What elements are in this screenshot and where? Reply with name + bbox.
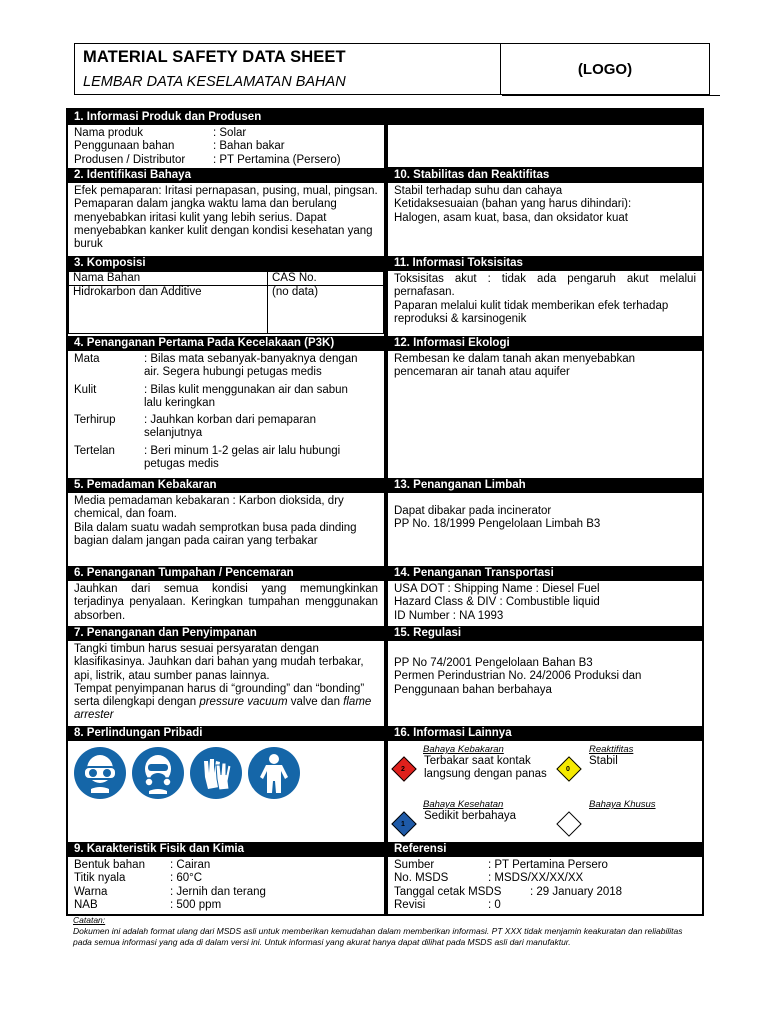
header-underline [502, 95, 720, 96]
regulation-line: Permen Perindustrian No. 24/2006 Produksi dan Penggunaan bahan berbahaya [394, 670, 642, 696]
table-cell: (no data) [268, 286, 384, 334]
section-12 [388, 336, 702, 478]
row-key: Penggunaan bahan [74, 140, 175, 153]
section-2-body: Efek pemaparan: Iritasi pernapasan, pusing, mual, pingsan. Pemaparan dalam jangka waktu lama dan berulang menyebabkan iritasi kulit yang lebih serius. Dapat menyebabkan kanker kulit dengan kondisi kesehatan yang buruk [74, 185, 378, 251]
section-10-body [388, 183, 702, 256]
reactivity-text: Stabil [589, 755, 618, 767]
right-column [388, 110, 702, 914]
storage-text: Tempat penyimpanan harus di “grounding” dan “bonding” serta dilengkapi dengan [74, 682, 365, 709]
row-key: Warna [74, 885, 108, 898]
row-value: : Beri minum 1-2 gelas air lalu hubungi petugas medis [144, 444, 341, 471]
row-value: : 60°C [170, 872, 203, 885]
row-value: : PT Pertamina Persero [488, 859, 608, 871]
footnote [73, 915, 703, 948]
incompatibility-line: Ketidaksesuaian (bahan yang harus dihindari): [394, 198, 632, 211]
row-value: : 29 January 2018 [530, 885, 623, 898]
table-cell: Hidrokarbon dan Additive [69, 286, 268, 334]
section-4-body [68, 351, 384, 478]
stability-line: Stabil terhadap suhu dan cahaya [394, 185, 563, 197]
section-16-body [388, 741, 702, 842]
section-11-body [388, 271, 702, 336]
reactivity-rating: 0 [566, 766, 570, 773]
acute-toxicity: Toksisitas akut : tidak ada pengaruh akut melalui pernafasan. [394, 273, 696, 299]
table-row [69, 286, 384, 334]
row-key: Terhirup [74, 414, 116, 427]
first-aid-skin-row [74, 384, 378, 411]
section-11 [388, 256, 702, 336]
left-column [68, 110, 384, 914]
safety-goggles-icon [74, 747, 126, 799]
section-7 [68, 626, 384, 726]
table-header-row [69, 272, 384, 286]
row-key: No. MSDS [394, 872, 449, 885]
row-value: : PT Pertamina (Persero) [213, 153, 341, 166]
section-references [388, 842, 702, 914]
section-12-body: Rembesan ke dalam tanah akan menyebabkan pencemaran air tanah atau aquifer [394, 353, 636, 379]
storage-text: valve dan [287, 696, 344, 709]
respirator-mask-icon [132, 747, 184, 799]
section-4 [68, 336, 384, 478]
storage-text-italic: pressure vacuum [199, 696, 288, 709]
msds-table [66, 108, 704, 916]
section-1-extension-body [388, 125, 702, 168]
row-key: Bentuk bahan [74, 859, 145, 871]
section-15-body [388, 641, 702, 726]
section-3-body [68, 271, 384, 336]
section-9-body [68, 857, 384, 914]
msds-number-row [394, 872, 696, 885]
row-key: Produsen / Distributor [74, 153, 186, 166]
section-15 [388, 626, 702, 726]
row-key: Mata [74, 353, 100, 365]
row-key: Titik nyala [74, 872, 126, 885]
row-key: NAB [74, 898, 98, 911]
disposal-method: Dapat dibakar pada incinerator [394, 505, 552, 517]
section-16-title: 16. Informasi Lainnya [388, 726, 702, 741]
disposal-regulation: PP No. 18/1999 Pengelolaan Limbah B3 [394, 518, 601, 531]
row-value: : Bilas mata sebanyak-banyaknya dengan air. Segera hubungi petugas medis [144, 353, 358, 379]
protective-suit-icon [248, 747, 300, 799]
skin-exposure: Paparan melalui kulit tidak memberikan efek terhadap reproduksi & karsinogenik [394, 299, 669, 325]
fire-hazard-text: Terbakar saat kontak langsung dengan panas [424, 755, 547, 781]
section-16 [388, 726, 702, 842]
source-row [394, 859, 696, 872]
row-key: Sumber [394, 859, 435, 871]
row-key: Nama produk [74, 127, 144, 139]
document-subtitle: LEMBAR DATA KESELAMATAN BAHAN [83, 74, 346, 90]
logo-placeholder: (LOGO) [577, 60, 633, 78]
section-9-title: 9. Karakteristik Fisik dan Kimia [68, 842, 384, 857]
section-14-title: 14. Penanganan Transportasi [388, 566, 702, 581]
section-8-title: 8. Perlindungan Pribadi [68, 726, 384, 741]
shipping-name: USA DOT : Shipping Name : Diesel Fuel [394, 583, 600, 595]
section-2 [68, 168, 384, 256]
section-10-title: 10. Stabilitas dan Reaktifitas [388, 168, 702, 183]
row-value: : 500 ppm [170, 898, 222, 911]
print-date-row [394, 886, 696, 899]
row-key: Kulit [74, 383, 97, 396]
section-5 [68, 478, 384, 566]
row-value: : Cairan [170, 859, 211, 871]
section-14 [388, 566, 702, 626]
section-6 [68, 566, 384, 626]
section-5-body [68, 493, 384, 566]
hazard-class: Hazard Class & DIV : Combustible liquid [394, 596, 600, 609]
section-4-title: 4. Penanganan Pertama Pada Kecelakaan (P3K) [68, 336, 384, 351]
id-number: ID Number : NA 1993 [394, 609, 504, 622]
row-value: : MSDS/XX/XX/XX [488, 872, 584, 885]
incompatible-materials: Halogen, asam kuat, basa, dan oksidator kuat [394, 211, 628, 224]
section-8-body [68, 741, 384, 842]
row-value: : Bilas kulit menggunakan air dan sabun lalu keringkan [144, 383, 348, 409]
first-aid-inhaled-row [74, 414, 378, 441]
section-1-title: 1. Informasi Produk dan Produsen [68, 110, 384, 125]
footnote-title: Catatan: [73, 915, 106, 925]
product-use-row [74, 140, 378, 153]
producer-row [74, 154, 378, 167]
special-hazard-label: Bahaya Khusus [589, 799, 656, 810]
color-row [74, 886, 378, 899]
section-14-body [388, 581, 702, 626]
section-2-title: 2. Identifikasi Bahaya [68, 168, 384, 183]
references-title: Referensi [388, 842, 702, 857]
extinguishing-note: Bila dalam suatu wadah semprotkan busa pada dinding bagian dalam jangan pada cairan yang terbakar [74, 521, 357, 547]
product-name-row [74, 127, 378, 140]
document-header [74, 43, 710, 95]
row-key: Tertelan [74, 444, 115, 457]
section-1-extension [388, 110, 702, 168]
row-value: : Bahan bakar [213, 140, 285, 153]
fire-hazard-label: Bahaya Kebakaran [423, 744, 504, 755]
row-value: : Jauhkan korban dari pemaparan selanjutnya [144, 414, 316, 440]
section-13 [388, 478, 702, 566]
regulation-line: PP No 74/2001 Pengelolaan Bahan B3 [394, 657, 593, 669]
fire-hazard-rating: 2 [401, 766, 405, 773]
section-8 [68, 726, 384, 842]
row-key: Tanggal cetak MSDS [394, 885, 502, 898]
health-hazard-text: Sedikit berbahaya [424, 810, 517, 822]
protective-gloves-icon [190, 747, 242, 799]
section-3-title: 3. Komposisi [68, 256, 384, 271]
section-12-title: 12. Informasi Ekologi [388, 336, 702, 351]
storage-text-italic: flame arrester [74, 696, 372, 722]
section-1 [68, 110, 384, 168]
reactivity-label: Reaktifitas [589, 744, 634, 755]
column-header: Nama Bahan [69, 272, 268, 286]
section-6-body: Jauhkan dari semua kondisi yang memungkinkan terjadinya penyalaan. Keringkan tumpahan menggunakan absorben. [74, 583, 378, 622]
column-header: CAS No. [268, 272, 384, 286]
flash-point-row [74, 872, 378, 885]
form-row [74, 859, 378, 872]
nab-row [74, 899, 378, 912]
first-aid-swallowed-row [74, 445, 378, 472]
storage-requirements: Tangki timbun harus sesuai persyaratan dengan klasifikasinya. Jauhkan dari bahan yang mudah terbakar, api, listrik, atau sumber panas lainnya. [74, 643, 364, 682]
references-body [388, 857, 702, 914]
section-7-title: 7. Penanganan dan Penyimpanan [68, 626, 384, 641]
row-value: : Jernih dan terang [170, 885, 266, 898]
section-9 [68, 842, 384, 914]
section-11-title: 11. Informasi Toksisitas [388, 256, 702, 271]
health-hazard-label: Bahaya Kesehatan [423, 799, 504, 810]
section-13-title: 13. Penanganan Limbah [388, 478, 702, 493]
row-key: Revisi [394, 898, 426, 911]
extinguishing-media: Media pemadaman kebakaran : Karbon dioksida, dry chemical, dan foam. [74, 495, 344, 521]
section-6-title: 6. Penanganan Tumpahan / Pencemaran [68, 566, 384, 581]
revision-row [394, 899, 696, 912]
section-10 [388, 168, 702, 256]
special-hazard-diamond [556, 811, 581, 836]
section-15-title: 15. Regulasi [388, 626, 702, 641]
row-value: : Solar [213, 127, 247, 139]
document-title: MATERIAL SAFETY DATA SHEET [83, 48, 346, 66]
section-13-body [388, 493, 702, 566]
row-value: : 0 [488, 898, 501, 911]
health-hazard-rating: 1 [401, 821, 405, 828]
section-5-title: 5. Pemadaman Kebakaran [68, 478, 384, 493]
section-1-body [68, 125, 384, 168]
section-3 [68, 256, 384, 336]
footnote-text: Dokumen ini adalah format ulang dari MSDS asli untuk memberikan kemudahan dalam memberikan informasi. PT XXX tidak menjamin keakuratan dan reliabilitas pada semua informasi yang ada di dalam versi ini. Untuk informasi yang akurat hanya dapat dilihat pada MSDS asli dari manufaktur. [73, 926, 683, 947]
section-1-title-bar [388, 110, 702, 125]
title-block [75, 44, 501, 94]
composition-table [68, 271, 384, 334]
storage-grounding [74, 683, 378, 723]
first-aid-eye-row [74, 353, 378, 380]
section-7-body [68, 641, 384, 726]
